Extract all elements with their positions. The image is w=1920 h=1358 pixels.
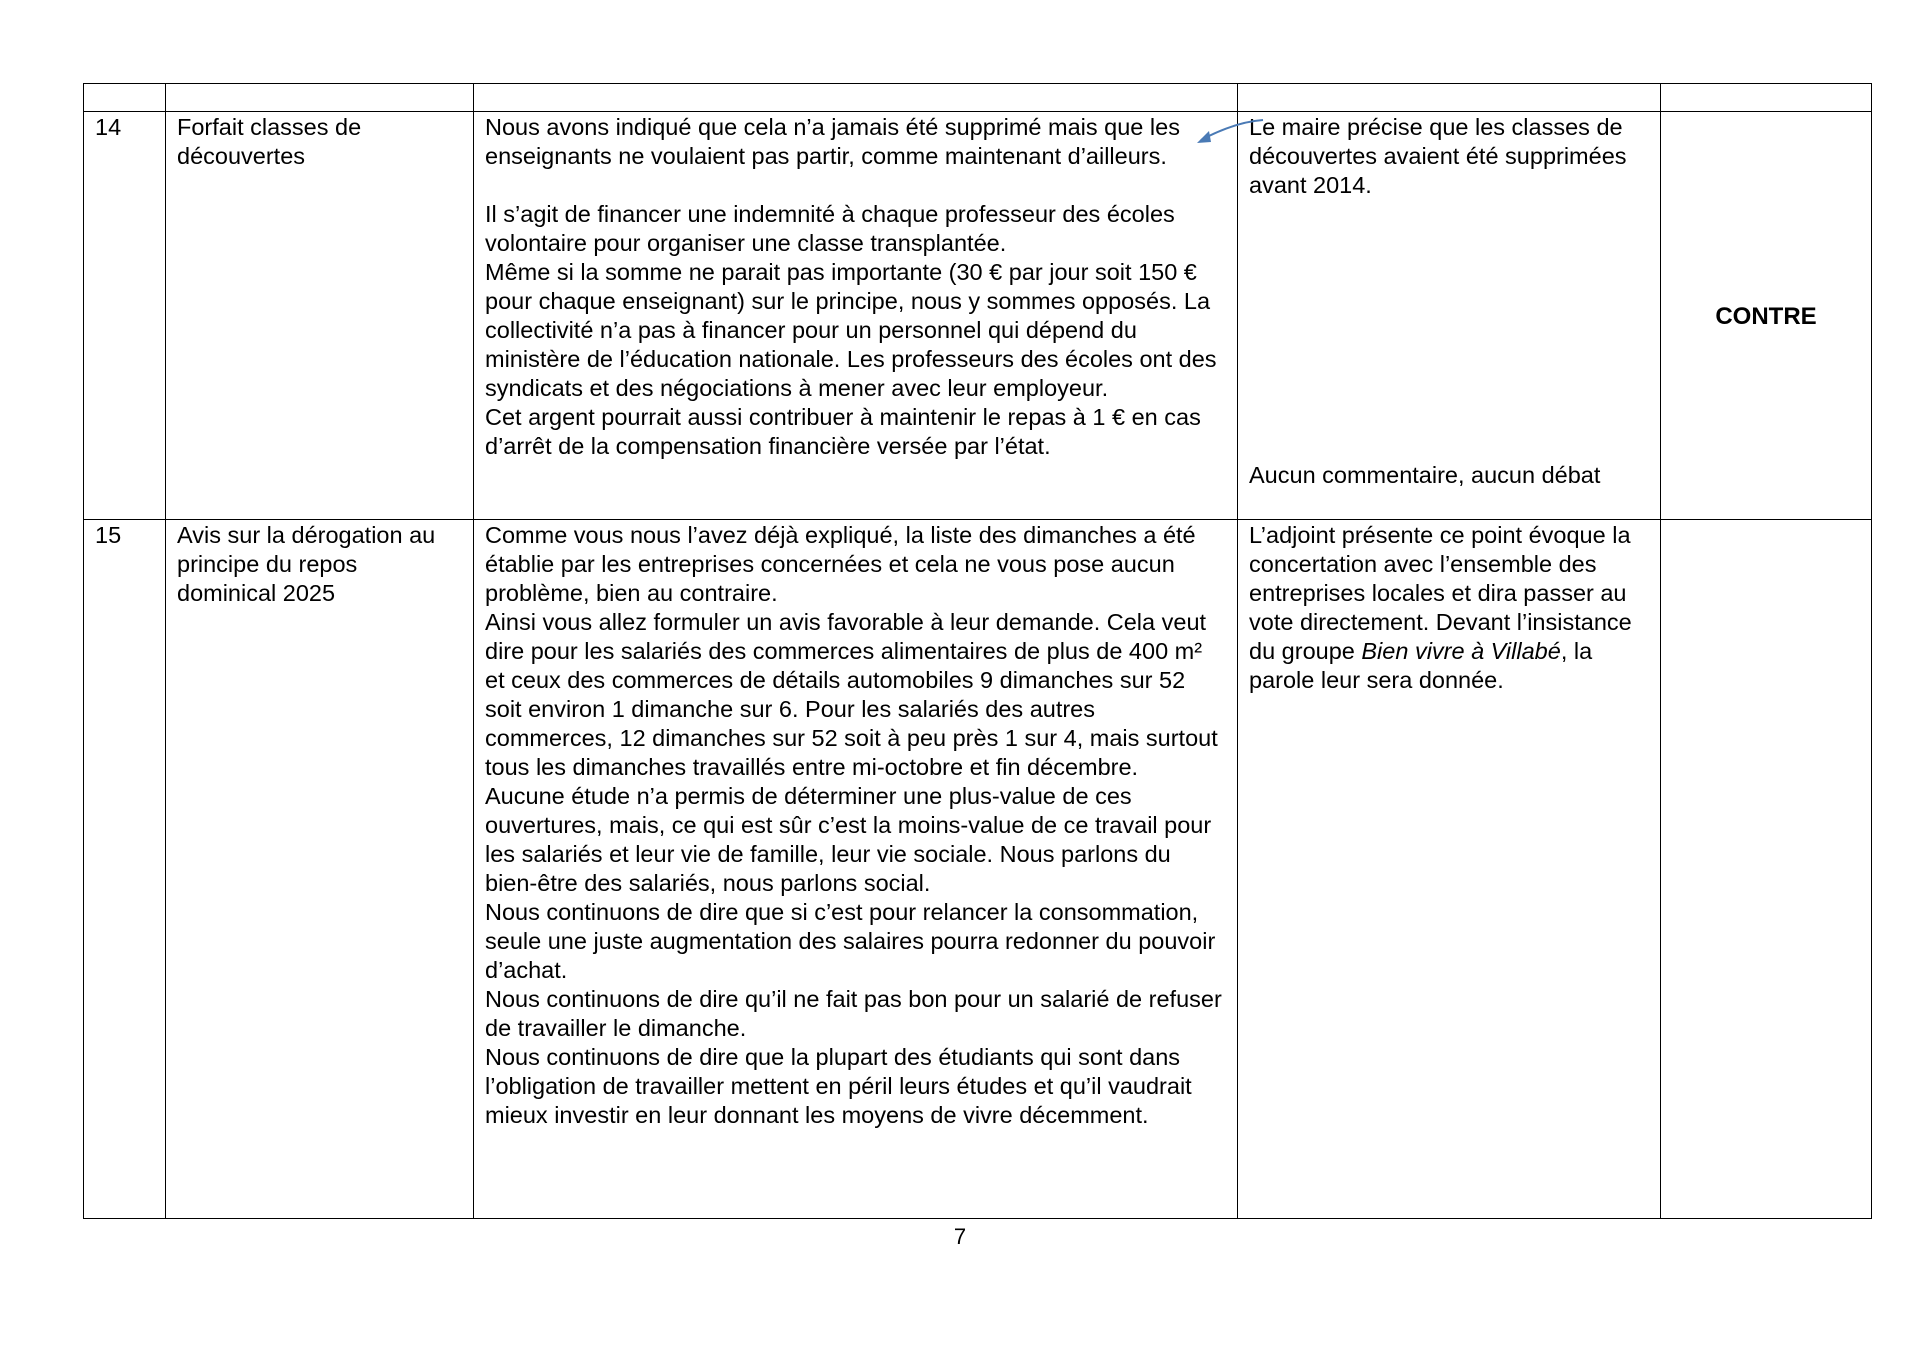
item-subject-text: Forfait classes de découvertes xyxy=(177,114,362,169)
item-subject-text: Avis sur la dérogation au principe du repos dominical 2025 xyxy=(177,522,436,606)
intervention-paragraph: Cet argent pourrait aussi contribuer à maintenir le repas à 1 € en cas d’arrêt de la compensation financière versée par l’état. xyxy=(485,404,1201,459)
group-intervention xyxy=(474,112,1238,520)
header-cell-intervention xyxy=(474,84,1238,112)
response-text: Le maire précise que les classes de découvertes avaient été supprimées avant 2014. xyxy=(1249,114,1627,198)
item-number xyxy=(84,520,166,1219)
deputy-response xyxy=(1238,520,1661,1219)
response-text xyxy=(1249,521,1649,695)
item-number xyxy=(84,112,166,520)
minutes-table xyxy=(83,83,1872,1219)
group-intervention xyxy=(474,520,1238,1219)
intervention-paragraph: Même si la somme ne parait pas importante (30 € par jour soit 150 € pour chaque enseignant) sur le principe, nous y sommes opposés. La collectivité n’a pas à financer pour un personnel qui dépend du ministère de l’éducation nationale. Les professeurs des écoles ont des syndicats et des négociations à mener avec leur employeur. xyxy=(485,259,1217,401)
item-number-text: 15 xyxy=(95,522,122,548)
intervention-paragraph: Nous avons indiqué que cela n’a jamais été supprimé mais que les enseignants ne voulaient pas partir, comme maintenant d’ailleurs. xyxy=(485,114,1180,169)
response-text-part: , la parole leur sera donnée. xyxy=(1249,638,1593,693)
table-row xyxy=(84,112,1872,520)
item-subject xyxy=(166,520,474,1219)
table-row xyxy=(84,520,1872,1219)
item-number-text: 14 xyxy=(95,114,122,140)
intervention-paragraph: Nous continuons de dire que si c’est pour relancer la consommation, seule une juste augmentation des salaires pourra redonner du pouvoir d’achat. xyxy=(485,899,1216,983)
intervention-paragraph: Comme vous nous l’avez déjà expliqué, la liste des dimanches a été établie par les entreprises concernées et cela ne vous pose aucun problème, bien au contraire. xyxy=(485,522,1196,606)
header-cell-number xyxy=(84,84,166,112)
response-text-part: L’adjoint présente ce point évoque la concertation avec l’ensemble des entreprises locales et dira passer au vote directement. Devant l’insistance du groupe xyxy=(1249,522,1632,664)
page-number: 7 xyxy=(953,1224,967,1249)
intervention-paragraph: Nous continuons de dire que la plupart des étudiants qui sont dans l’obligation de travailler mettent en péril leurs études et qu’il vaudrait mieux investir en leur donnant les moyens de vivre décemment. xyxy=(485,1044,1192,1128)
vote-cell xyxy=(1661,112,1872,520)
paragraph-spacer xyxy=(485,171,1226,200)
intervention-paragraph: Nous continuons de dire qu’il ne fait pas bon pour un salarié de refuser de travailler le dimanche. xyxy=(485,986,1222,1041)
annotation-arrow-icon xyxy=(1195,118,1265,148)
intervention-paragraph: Aucune étude n’a permis de déterminer une plus-value de ces ouvertures, mais, ce qui est sûr c’est la moins-value de ce travail pour les salariés et leur vie de famille, leur vie sociale. Nous parlons du bien-être des salariés, nous parlons social. xyxy=(485,783,1212,896)
vote-cell xyxy=(1661,520,1872,1219)
vote-label: CONTRE xyxy=(1715,303,1817,330)
table-header-row xyxy=(84,84,1872,112)
header-cell-subject xyxy=(166,84,474,112)
mayor-response xyxy=(1238,112,1661,520)
response-comment: Aucun commentaire, aucun débat xyxy=(1249,462,1601,488)
header-cell-vote xyxy=(1661,84,1872,112)
item-subject xyxy=(166,112,474,520)
intervention-paragraph: Il s’agit de financer une indemnité à chaque professeur des écoles volontaire pour organiser une classe transplantée. xyxy=(485,201,1175,256)
intervention-paragraph: Ainsi vous allez formuler un avis favorable à leur demande. Cela veut dire pour les salariés des commerces alimentaires de plus de 400 m² et ceux des commerces de détails automobiles 9 dimanches sur 52 soit environ 1 dimanche sur 6. Pour les salariés des autres commerces, 12 dimanches sur 52 soit à peu près 1 sur 4, mais surtout tous les dimanches travaillés entre mi-octobre et fin décembre. xyxy=(485,609,1218,780)
header-cell-response xyxy=(1238,84,1661,112)
group-name: Bien vivre à Villabé xyxy=(1361,638,1561,664)
